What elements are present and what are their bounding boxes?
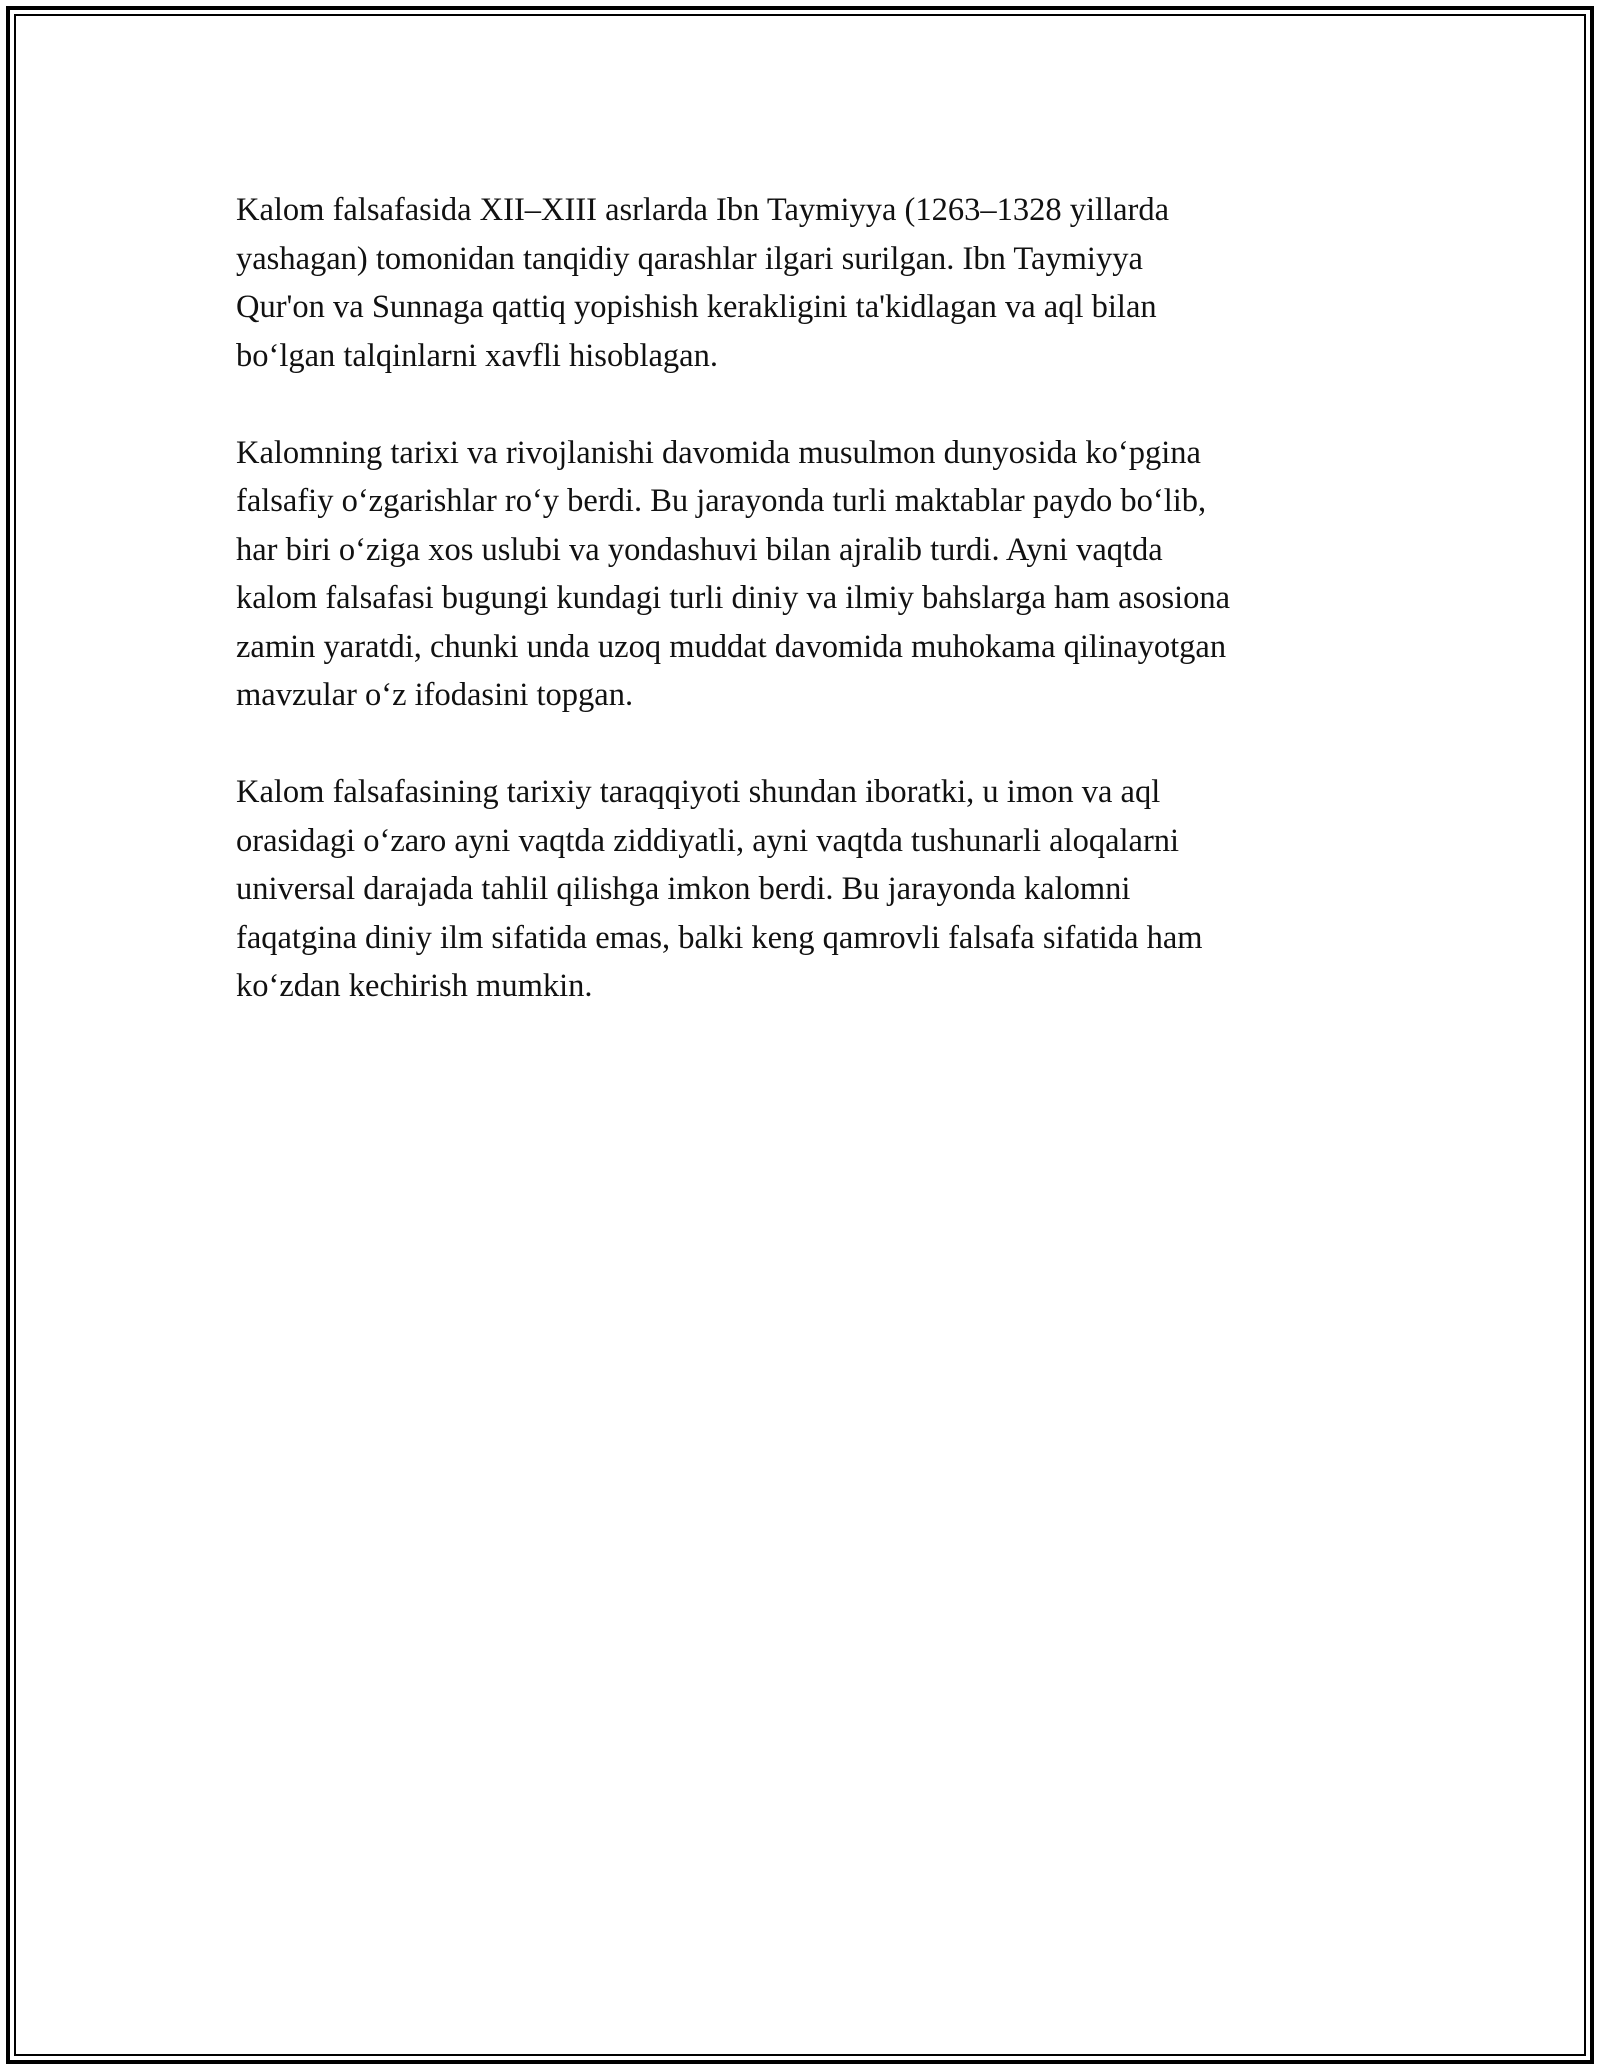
text-line: falsafiy o‘zgarishlar ro‘y berdi. Bu jarayonda turli maktablar paydo bo‘lib, (236, 483, 1207, 519)
text-line: Kalom falsafasining tarixiy taraqqiyoti shundan iboratki, u imon va aql (236, 774, 1161, 810)
text-line: har biri o‘ziga xos uslubi va yondashuvi bilan ajralib turdi. Ayni vaqtda (236, 531, 1163, 568)
text-line: zamin yaratdi, chunki unda uzoq muddat davomida muhokama qilinayotgan (236, 628, 1227, 665)
text-line: Kalomning tarixi va rivojlanishi davomida musulmon dunyosida ko‘pgina (236, 434, 1201, 471)
text-line: orasidagi o‘zaro ayni vaqtda ziddiyatli, ayni vaqtda tushunarli aloqalarni (236, 822, 1180, 859)
text-line: faqatgina diniy ilm sifatida emas, balki keng qamrovli falsafa sifatida ham (236, 919, 1203, 956)
text-line: Qur'on va Sunnaga qattiq yopishish kerakligini ta'kidlagan va aql bilan (236, 289, 1157, 325)
text-line: mavzular o‘z ifodasini topgan. (236, 677, 634, 713)
text-line: universal darajada tahlil qilishga imkon berdi. Bu jarayonda kalomni (236, 871, 1131, 907)
text-line: ko‘zdan kechirish mumkin. (236, 968, 593, 1004)
text-line: kalom falsafasi bugungi kundagi turli diniy va ilmiy bahslarga ham asosiona (236, 580, 1231, 616)
paragraph-kalom-history (236, 429, 1376, 720)
document-body (236, 186, 1376, 1059)
paragraph-ibn-taymiyya (236, 186, 1376, 380)
text-line: bo‘lgan talqinlarni xavfli hisoblagan. (236, 337, 718, 374)
text-line: Kalom falsafasida XII–XIII asrlarda Ibn Taymiyya (1263–1328 yillarda (236, 192, 1169, 228)
paragraph-kalom-development (236, 768, 1376, 1011)
text-line: yashagan) tomonidan tanqidiy qarashlar ilgari surilgan. Ibn Taymiyya (236, 240, 1143, 277)
